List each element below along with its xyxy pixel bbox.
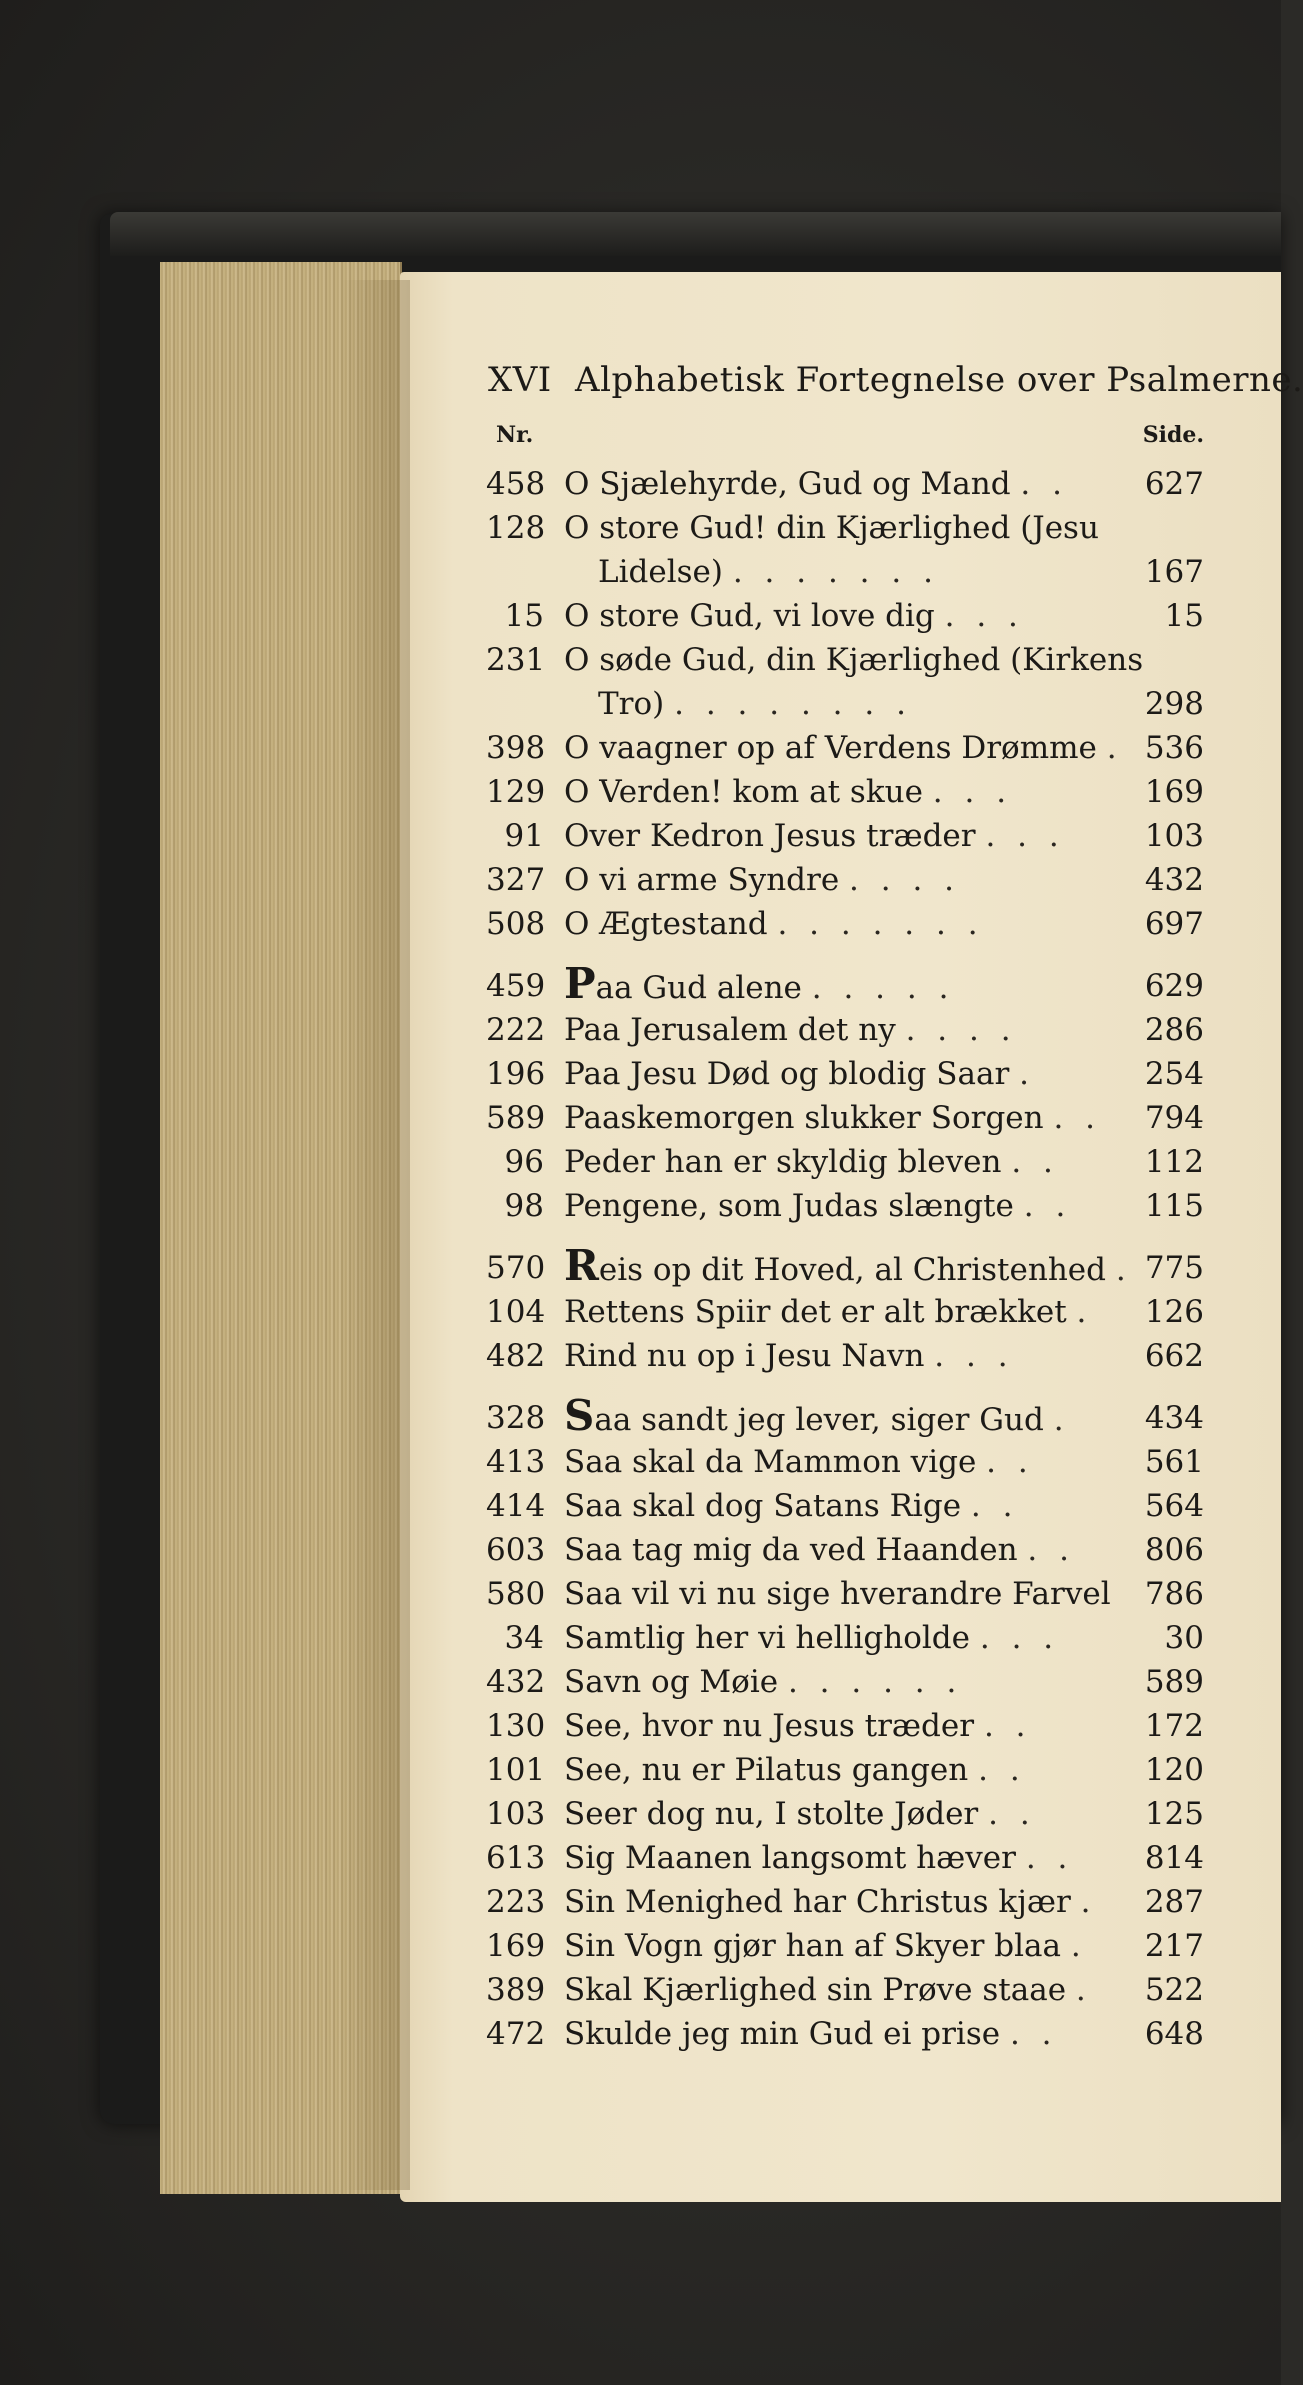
leader-dots: . . [1023,1188,1072,1224]
psalm-title-text: Peder han er skyldig bleven [564,1144,1002,1180]
index-entry [486,1880,1204,1924]
psalm-title-text: Rind nu op i Jesu Navn [564,1338,925,1374]
psalm-title [564,770,1118,814]
psalm-title-cont-text: Lidelse) [598,554,723,590]
page-reference: 126 [1144,1294,1204,1330]
page-header [488,360,1303,416]
psalm-title [564,462,1118,506]
psalm-number: 508 [486,906,546,942]
page-reference: 286 [1144,1012,1204,1048]
page-reference: 775 [1144,1250,1204,1286]
index-entry [486,1391,1204,1440]
index-entry [486,1792,1204,1836]
psalm-title [564,959,1118,1010]
leader-dots: . . [1009,2016,1058,2052]
psalm-title-text: aa Gud alene [595,970,802,1006]
psalm-title [564,1484,1118,1528]
psalm-title-text: Over Kedron Jesus træder [564,818,976,854]
leader-dots: . . . . . . . . [674,686,912,722]
psalm-number: 104 [486,1294,546,1330]
index-entry [486,902,1204,946]
page-reference: 432 [1144,862,1204,898]
index-entry [486,1290,1204,1334]
index-entry [486,1484,1204,1528]
psalm-title [564,2012,1118,2056]
psalm-title [564,858,1118,902]
psalm-number: 570 [486,1250,546,1286]
psalm-title [564,594,1118,638]
page-reference: 627 [1144,466,1204,502]
psalm-title [564,1924,1118,1968]
page-reference: 125 [1144,1796,1204,1832]
index-entry [486,1052,1204,1096]
page-column-label: Side. [1142,422,1204,448]
page-reference: 217 [1144,1928,1204,1964]
index-entry [486,638,1204,726]
psalm-title [564,1290,1118,1334]
psalm-number: 613 [486,1840,546,1876]
psalm-title-continuation [598,682,1118,726]
page-reference: 115 [1144,1188,1204,1224]
psalm-title [564,1660,1118,1704]
index-entry [486,1184,1204,1228]
leader-dots: . . . . . [811,970,955,1006]
index-entry [486,594,1204,638]
leader-dots: . . [986,1444,1034,1480]
psalm-title-text: Saa vil vi nu sige hverandre Farvel [564,1576,1111,1612]
page-reference: 15 [1164,598,1204,634]
psalm-number: 328 [486,1400,546,1436]
page-reference: 561 [1144,1444,1204,1480]
psalm-number: 96 [504,1144,544,1180]
page-reference: 697 [1144,906,1204,942]
psalm-index-list [486,462,1204,2056]
index-entry [486,1241,1204,1290]
psalm-number: 413 [486,1444,546,1480]
index-entry [486,462,1204,506]
psalm-title-text: Paaskemorgen slukker Sorgen [564,1100,1044,1136]
psalm-title [564,1572,1118,1616]
leader-dots: . [1019,1056,1035,1092]
page-reference: 589 [1144,1664,1204,1700]
book-cover-top-edge [110,212,1281,256]
psalm-title-text: Sin Menighed har Christus kjær [564,1884,1071,1920]
index-entry [486,858,1204,902]
psalm-title-text: aa sandt jeg lever, siger Gud [594,1402,1044,1438]
page-reference: 172 [1144,1708,1204,1744]
page-reference: 103 [1144,818,1204,854]
page-number-roman: XVI [488,360,552,400]
leader-dots: . . [978,1752,1026,1788]
psalm-title-text: O vaagner op af Verdens Drømme [564,730,1097,766]
psalm-title-text: Paa Jerusalem det ny [564,1012,896,1048]
psalm-number: 398 [486,730,546,766]
page-reference: 786 [1144,1576,1204,1612]
index-entry [486,1096,1204,1140]
leader-dots: . . . [932,774,1013,810]
psalm-title [564,1748,1118,1792]
index-entry [486,1616,1204,1660]
leader-dots: . . . [944,598,1024,634]
index-entry [486,959,1204,1008]
page-content [486,360,1303,2056]
leader-dots: . [1115,1252,1132,1288]
leader-dots: . [1106,730,1123,766]
index-entry [486,1140,1204,1184]
page-reference: 814 [1144,1840,1204,1876]
psalm-number: 459 [486,968,546,1004]
psalm-title-text: Skulde jeg min Gud ei prise [564,2016,1001,2052]
psalm-title [564,1140,1118,1184]
page-reference: 662 [1144,1338,1204,1374]
psalm-title-continuation [598,550,1118,594]
psalm-number: 91 [504,818,544,854]
psalm-title-text: O store Gud! din Kjærlighed (Jesu [564,510,1099,546]
page-reference: 169 [1144,774,1204,810]
leader-dots: . [1075,1972,1092,2008]
page-reference: 298 [1144,686,1204,722]
page-reference: 629 [1144,968,1204,1004]
psalm-title [564,1616,1118,1660]
psalm-number: 432 [486,1664,546,1700]
page-reference: 434 [1144,1400,1204,1436]
psalm-title [564,726,1123,770]
page-reference: 564 [1144,1488,1204,1524]
index-entry [486,1528,1204,1572]
index-entry [486,814,1204,858]
psalm-number: 414 [486,1488,546,1524]
page-gutter-shadow [340,280,410,2190]
page-reference: 536 [1144,730,1204,766]
leader-dots: . . [983,1708,1032,1744]
psalm-title [564,1704,1118,1748]
psalm-title-text: See, hvor nu Jesus træder [564,1708,975,1744]
index-entry [486,1440,1204,1484]
initial-capital: P [564,959,596,1008]
leader-dots: . . . [985,818,1065,854]
psalm-title-text: Savn og Møie [564,1664,779,1700]
psalm-title [564,1052,1118,1096]
index-entry [486,1968,1204,2012]
leader-dots: . [1053,1402,1070,1438]
psalm-title [564,1880,1118,1924]
psalm-title [564,1792,1118,1836]
page-reference: 522 [1144,1972,1204,2008]
psalm-title-text: See, nu er Pilatus gangen [564,1752,969,1788]
page-reference: 112 [1144,1144,1204,1180]
leader-dots: . [1070,1928,1087,1964]
leader-dots: . . [1027,1532,1075,1568]
psalm-number: 603 [486,1532,546,1568]
psalm-title-text: Rettens Spiir det er alt brækket [564,1294,1067,1330]
page-reference: 254 [1144,1056,1204,1092]
psalm-title [564,1836,1118,1880]
psalm-title-text: O Ægtestand [564,906,768,942]
leader-dots: . . [1020,466,1068,502]
psalm-number: 34 [504,1620,544,1656]
index-entry [486,1748,1204,1792]
psalm-title [564,506,1118,550]
psalm-number: 129 [486,774,546,810]
psalm-title [564,638,1144,682]
number-column-label: Nr. [496,422,534,448]
psalm-title-text: eis op dit Hoved, al Christenhed [598,1252,1106,1288]
psalm-title-text: Seer dog nu, I stolte Jøder [564,1796,979,1832]
psalm-title-text: O store Gud, vi love dig [564,598,935,634]
leader-dots: . . [970,1488,1019,1524]
leader-dots: . . [1011,1144,1059,1180]
psalm-title-text: Saa tag mig da ved Haanden [564,1532,1018,1568]
page-reference: 806 [1144,1532,1204,1568]
index-entry [486,770,1204,814]
psalm-title-text: O søde Gud, din Kjærlighed (Kirkens [564,642,1144,678]
psalm-title-text: Samtlig her vi helligholde [564,1620,970,1656]
leader-dots: . . [1053,1100,1102,1136]
psalm-title [564,1184,1118,1228]
psalm-title [564,814,1118,858]
index-entry [486,1836,1204,1880]
psalm-title [564,1440,1118,1484]
page-reference: 30 [1164,1620,1204,1656]
index-entry [486,1572,1204,1616]
psalm-number: 389 [486,1972,546,2008]
psalm-number: 130 [486,1708,546,1744]
psalm-title-text: O vi arme Syndre [564,862,840,898]
index-entry [486,726,1204,770]
psalm-title [564,1241,1132,1292]
initial-capital: S [564,1391,595,1440]
psalm-title-text: O Verden! kom at skue [564,774,923,810]
psalm-title [564,1528,1118,1572]
page-reference: 287 [1144,1884,1204,1920]
psalm-title-text: Saa skal da Mammon vige [564,1444,977,1480]
psalm-title-cont-text: Tro) [598,686,665,722]
index-entry [486,1924,1204,1968]
leader-dots: . . . . . . [787,1664,963,1700]
psalm-number: 128 [486,510,546,546]
leader-dots: . . . [934,1338,1014,1374]
psalm-number: 458 [486,466,546,502]
column-headers [486,416,1204,462]
psalm-number: 327 [486,862,546,898]
index-entry [486,1008,1204,1052]
index-entry [486,1660,1204,1704]
psalm-number: 103 [486,1796,546,1832]
initial-capital: R [564,1241,599,1290]
psalm-number: 222 [486,1012,546,1048]
leader-dots: . . . . . . . [777,906,984,942]
psalm-title [564,1968,1118,2012]
psalm-number: 15 [504,598,544,634]
psalm-title-text: O Sjælehyrde, Gud og Mand [564,466,1011,502]
psalm-title [564,1096,1118,1140]
psalm-number: 482 [486,1338,546,1374]
psalm-title-text: Saa skal dog Satans Rige [564,1488,962,1524]
page-reference: 167 [1144,554,1204,590]
index-entry [486,1334,1204,1378]
psalm-number: 472 [486,2016,546,2052]
leader-dots: . [1080,1884,1097,1920]
psalm-title-text: Paa Jesu Død og blodig Saar [564,1056,1010,1092]
psalm-number: 98 [504,1188,544,1224]
psalm-number: 196 [486,1056,546,1092]
psalm-title [564,1008,1118,1052]
page-reference: 794 [1144,1100,1204,1136]
page-reference: 120 [1144,1752,1204,1788]
psalm-number: 231 [486,642,546,678]
psalm-title-text: Pengene, som Judas slængte [564,1188,1014,1224]
psalm-title [564,1391,1118,1442]
psalm-title-text: Skal Kjærlighed sin Prøve staae [564,1972,1067,2008]
psalm-number: 580 [486,1576,546,1612]
index-entry [486,2012,1204,2056]
index-entry [486,506,1204,594]
psalm-title [564,1334,1118,1378]
page-title: Alphabetisk Fortegnelse over Psalmerne. [575,360,1303,400]
leader-dots: . . . . [905,1012,1017,1048]
leader-dots: . . [988,1796,1036,1832]
index-entry [486,1704,1204,1748]
psalm-title-text: Sig Maanen langsomt hæver [564,1840,1016,1876]
leader-dots: . . . . . . . [732,554,939,590]
psalm-number: 101 [486,1752,546,1788]
psalm-number: 223 [486,1884,546,1920]
leader-dots: . . . . [849,862,961,898]
leader-dots: . [1076,1294,1093,1330]
leader-dots: . . . [979,1620,1060,1656]
leader-dots: . . [1025,1840,1074,1876]
psalm-title-text: Sin Vogn gjør han af Skyer blaa [564,1928,1061,1964]
page-reference: 648 [1144,2016,1204,2052]
psalm-number: 589 [486,1100,546,1136]
psalm-number: 169 [486,1928,546,1964]
psalm-title [564,902,1118,946]
